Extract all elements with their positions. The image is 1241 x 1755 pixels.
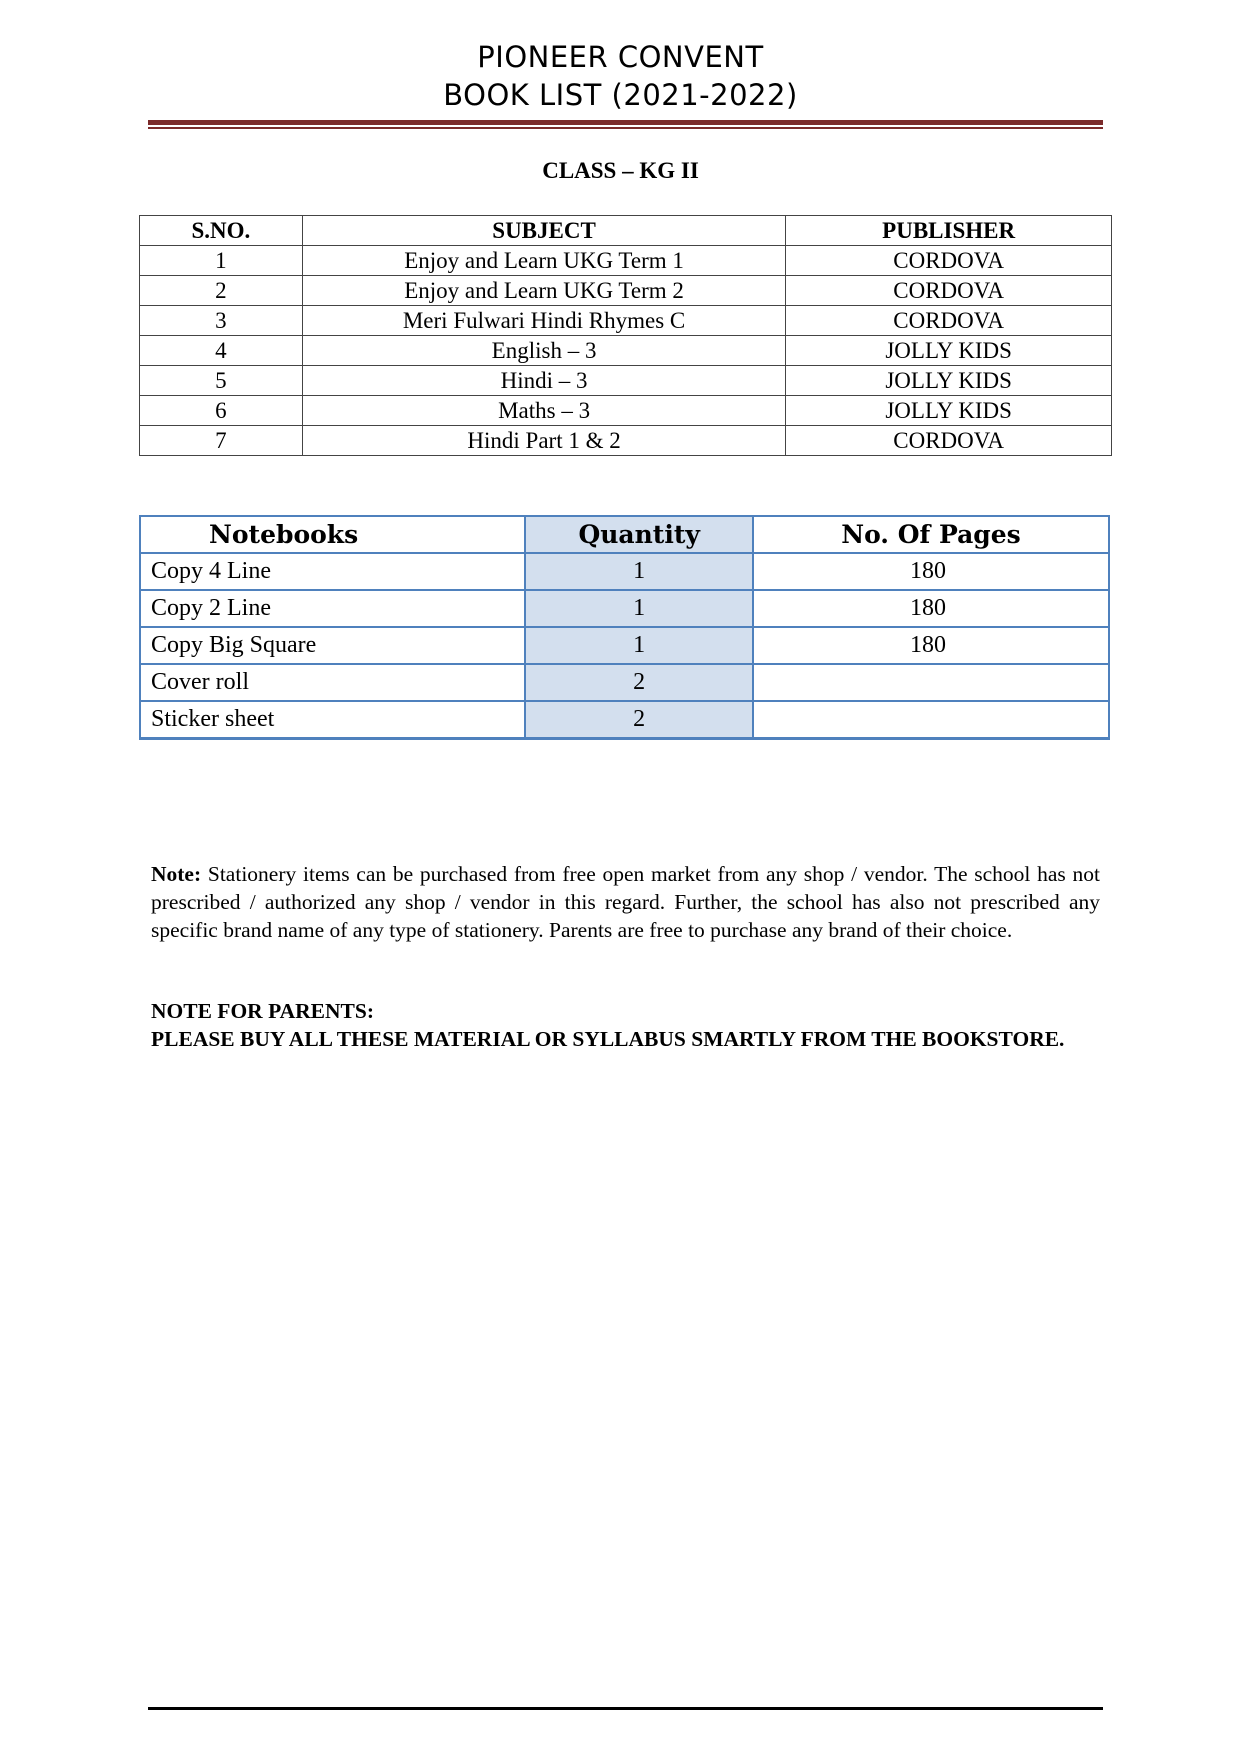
document-title: BOOK LIST (2021-2022) — [443, 78, 798, 112]
subject-cell: English – 3 — [302, 336, 785, 366]
header-rule-thin — [148, 127, 1103, 129]
parents-note-text: PLEASE BUY ALL THESE MATERIAL OR SYLLABUS SMARTLY FROM THE BOOKSTORE. — [151, 1027, 1065, 1051]
pages-header: No. Of Pages — [753, 516, 1109, 553]
sno-cell: 3 — [140, 306, 303, 336]
quantity-cell: 1 — [525, 627, 753, 664]
table-row — [140, 306, 1112, 336]
subject-cell: Enjoy and Learn UKG Term 2 — [302, 276, 785, 306]
parents-note — [151, 997, 1100, 1053]
table-row — [140, 426, 1112, 456]
subject-cell: Hindi – 3 — [302, 366, 785, 396]
school-name: PIONEER CONVENT — [477, 40, 764, 74]
table-row — [140, 336, 1112, 366]
quantity-cell: 1 — [525, 553, 753, 590]
subject-cell: Enjoy and Learn UKG Term 1 — [302, 246, 785, 276]
table-row — [140, 553, 1109, 590]
notebooks-header: Notebooks — [140, 516, 525, 553]
table-row — [140, 396, 1112, 426]
note-text: Stationery items can be purchased from free open market from any shop / vendor. The school has not prescribed / authorized any shop / vendor in this regard. Further, the school has also not prescribed any specific brand name of any type of stationery. Parents are free to purchase any brand of their choice. — [151, 862, 1100, 942]
sno-cell: 4 — [140, 336, 303, 366]
quantity-cell: 1 — [525, 590, 753, 627]
book-list-table — [139, 215, 1112, 456]
footer-rule — [148, 1707, 1103, 1710]
class-title: CLASS – KG II — [542, 158, 699, 183]
table-row — [140, 246, 1112, 276]
header-rule — [148, 120, 1103, 125]
notebook-name-cell: Copy 2 Line — [140, 590, 525, 627]
publisher-cell: CORDOVA — [786, 276, 1112, 306]
table-header-row — [140, 216, 1112, 246]
subject-cell: Meri Fulwari Hindi Rhymes C — [302, 306, 785, 336]
notebooks-table — [139, 515, 1110, 740]
notebook-name-cell: Cover roll — [140, 664, 525, 701]
document-header — [0, 38, 1241, 114]
sno-cell: 1 — [140, 246, 303, 276]
subject-cell: Maths – 3 — [302, 396, 785, 426]
table-header-row — [140, 516, 1109, 553]
publisher-cell: JOLLY KIDS — [786, 336, 1112, 366]
sno-cell: 6 — [140, 396, 303, 426]
notebook-name-cell: Copy 4 Line — [140, 553, 525, 590]
quantity-cell: 2 — [525, 701, 753, 739]
subject-cell: Hindi Part 1 & 2 — [302, 426, 785, 456]
table-row — [140, 590, 1109, 627]
pages-cell: 180 — [753, 590, 1109, 627]
publisher-header: PUBLISHER — [786, 216, 1112, 246]
quantity-cell: 2 — [525, 664, 753, 701]
sno-cell: 5 — [140, 366, 303, 396]
table-row — [140, 664, 1109, 701]
table-row — [140, 366, 1112, 396]
notebook-name-cell: Sticker sheet — [140, 701, 525, 739]
sno-cell: 7 — [140, 426, 303, 456]
table-row — [140, 627, 1109, 664]
sno-cell: 2 — [140, 276, 303, 306]
sno-header: S.NO. — [140, 216, 303, 246]
table-row — [140, 701, 1109, 739]
pages-cell: 180 — [753, 627, 1109, 664]
publisher-cell: JOLLY KIDS — [786, 396, 1112, 426]
stationery-note — [151, 860, 1100, 944]
notebook-name-cell: Copy Big Square — [140, 627, 525, 664]
publisher-cell: CORDOVA — [786, 306, 1112, 336]
quantity-header: Quantity — [525, 516, 753, 553]
pages-cell — [753, 664, 1109, 701]
parents-note-heading: NOTE FOR PARENTS: — [151, 999, 374, 1023]
pages-cell — [753, 701, 1109, 739]
publisher-cell: CORDOVA — [786, 426, 1112, 456]
publisher-cell: JOLLY KIDS — [786, 366, 1112, 396]
note-label: Note: — [151, 862, 202, 886]
pages-cell: 180 — [753, 553, 1109, 590]
publisher-cell: CORDOVA — [786, 246, 1112, 276]
subject-header: SUBJECT — [302, 216, 785, 246]
table-row — [140, 276, 1112, 306]
